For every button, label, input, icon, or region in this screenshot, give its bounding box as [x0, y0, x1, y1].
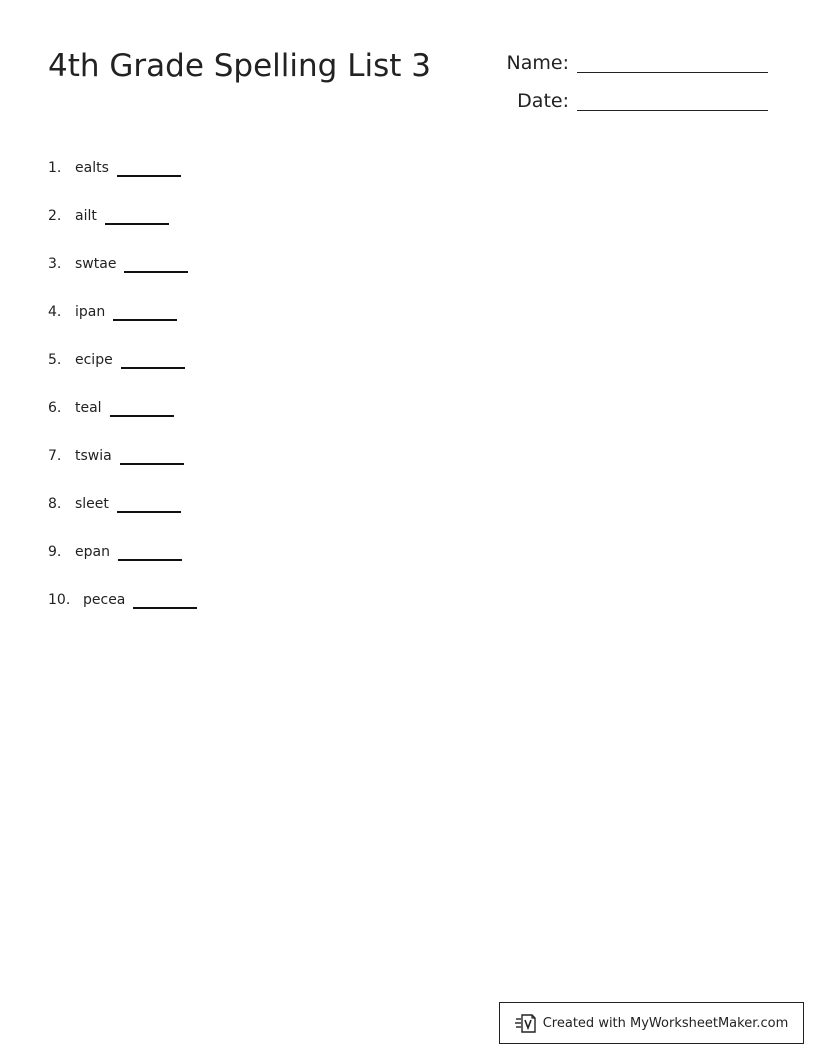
answer-line	[105, 208, 169, 225]
answer-line	[124, 256, 188, 273]
word-number: 1.	[48, 160, 62, 176]
scrambled-word: ailt	[75, 208, 97, 224]
name-label: Name:	[506, 52, 569, 74]
date-line	[577, 109, 768, 111]
answer-line	[121, 352, 185, 369]
page-title: 4th Grade Spelling List 3	[48, 48, 431, 84]
word-item-8	[48, 496, 197, 544]
word-number: 9.	[48, 544, 62, 560]
worksheet-maker-logo-icon	[515, 1012, 537, 1034]
footer-text: Created with MyWorksheetMaker.com	[542, 1015, 789, 1031]
footer-credit	[499, 1002, 804, 1044]
word-number: 3.	[48, 256, 62, 272]
answer-line	[118, 544, 182, 561]
word-item-9	[48, 544, 197, 592]
answer-line	[110, 400, 174, 417]
word-item-10	[48, 592, 197, 640]
date-field	[499, 90, 768, 112]
name-field	[499, 52, 768, 74]
word-number: 5.	[48, 352, 62, 368]
word-item-3	[48, 256, 197, 304]
word-number: 4.	[48, 304, 62, 320]
scrambled-word: pecea	[83, 592, 126, 608]
scrambled-word: tswia	[75, 448, 112, 464]
word-item-7	[48, 448, 197, 496]
word-item-4	[48, 304, 197, 352]
word-list	[48, 160, 197, 640]
scrambled-word: ealts	[75, 160, 109, 176]
answer-line	[113, 304, 177, 321]
scrambled-word: teal	[75, 400, 102, 416]
word-number: 6.	[48, 400, 62, 416]
scrambled-word: sleet	[75, 496, 109, 512]
word-number: 10.	[48, 592, 71, 608]
name-line	[577, 71, 768, 73]
scrambled-word: ecipe	[75, 352, 113, 368]
word-item-1	[48, 160, 197, 208]
answer-line	[133, 592, 197, 609]
word-number: 7.	[48, 448, 62, 464]
word-item-6	[48, 400, 197, 448]
word-number: 8.	[48, 496, 62, 512]
scrambled-word: ipan	[75, 304, 106, 320]
scrambled-word: swtae	[75, 256, 117, 272]
answer-line	[117, 160, 181, 177]
date-label: Date:	[517, 90, 569, 112]
word-item-5	[48, 352, 197, 400]
answer-line	[117, 496, 181, 513]
answer-line	[120, 448, 184, 465]
scrambled-word: epan	[75, 544, 110, 560]
word-number: 2.	[48, 208, 62, 224]
word-item-2	[48, 208, 197, 256]
